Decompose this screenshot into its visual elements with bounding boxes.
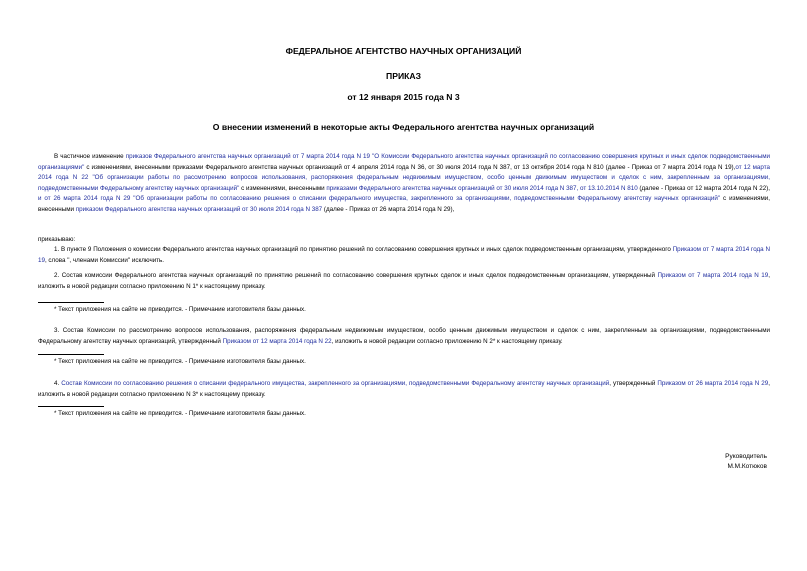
intro-text-2: с изменениями, внесенными приказами Федерального агентства научных организаций от 4 апреля 2014 года N 36, от 30 июля 2014 года N 387, от 13 октября 2014 года N 810	[84, 163, 604, 171]
order-word: приказываю:	[38, 236, 76, 243]
intro-text-3: (далее - Приказ от 7 марта 2014 года N 19),	[603, 163, 736, 171]
agency-heading: ФЕДЕРАЛЬНОЕ АГЕНТСТВО НАУЧНЫХ ОРГАНИЗАЦИЙ	[285, 46, 522, 56]
footnote-3: * Текст приложения на сайте не приводится. - Примечание изготовителя базы данных.	[54, 410, 306, 417]
document-title: О внесении изменений в некоторые акты Федерального агентства научных организаций	[212, 122, 595, 132]
link-order-22[interactable]: от 12 марта 2014 года N 22 "Об организации работы по рассмотрению вопросов использования, распоряжения федеральным недвижимым имуществом, особо ценным движимым имуществом и сделок с ним, закрепленным за организациями, подведомственными Федеральному агентству научных организаций"	[38, 163, 770, 192]
intro-text-7: (далее - Приказ от 26 марта 2014 года N 29),	[322, 205, 455, 213]
p4-link-commission[interactable]: Состав Комиссии по согласованию решения о списании федерального имущества, закрепленного за организациями, подведомственными Федеральному агентству научных организаций	[59, 380, 610, 387]
signature-role: Руководитель	[725, 453, 767, 460]
p4-link-order-29[interactable]: Приказом от 26 марта 2014 года N 29	[657, 380, 769, 387]
paragraph-2	[38, 271, 770, 292]
p2-text-2: , изложить в новой редакции согласно приложению N 1* к настоящему приказу.	[38, 272, 771, 290]
footnote-divider	[38, 354, 104, 355]
link-order-29[interactable]: и от 26 марта 2014 года N 29 "Об организации работы по согласованию решения о списании федерального имущества, закрепленного за организациями, подведомственными Федеральному агентству научных организаций"	[38, 195, 721, 202]
p3-text-2: , изложить в новой редакции согласно приложению N 2* к настоящему приказу.	[331, 337, 563, 345]
p2-link-order-19[interactable]: Приказом от 7 марта 2014 года N 19	[657, 272, 769, 279]
p3-link-order-22[interactable]: Приказом от 12 марта 2014 года N 22	[222, 337, 332, 345]
intro-paragraph	[38, 152, 770, 215]
p1-link-order-19[interactable]: Приказом от 7 марта 2014 года N 19	[38, 246, 770, 264]
link-order-19[interactable]: приказов Федерального агентства научных организаций от 7 марта 2014 года N 19 "О Комиссии Федерального агентства научных организаций по согласованию совершения крупных и иных сделок подведомственными организациями"	[38, 153, 770, 171]
p4-text-3: , изложить в новой редакции согласно приложению N 3* к настоящему приказу.	[38, 380, 771, 398]
signature-name: М.М.Котюков	[727, 463, 767, 470]
intro-text-5: (далее - Приказ от 12 марта 2014 года N 22),	[637, 184, 770, 192]
p4-text-2: , утвержденный	[609, 380, 658, 387]
intro-text-6: с изменениями, внесенными	[38, 195, 770, 213]
intro-text-4: с изменениями, внесенными	[239, 184, 327, 192]
paragraph-4	[38, 379, 770, 400]
paragraph-3	[38, 326, 770, 347]
p4-text-1: 4.	[54, 380, 60, 387]
order-heading: ПРИКАЗ	[386, 71, 421, 81]
order-date: от 12 января 2015 года N 3	[347, 92, 460, 102]
footnote-divider	[38, 302, 104, 303]
p3-text-1: 3. Состав Комиссии по рассмотрению вопросов использования, распоряжения федеральным недвижимым имуществом, особо ценным движимым имуществом и сделок с ним, закрепленным за организациями, подведомственными Федеральному агентству научных организаций, утвержденный	[38, 327, 770, 345]
p2-text-1: 2. Состав комиссии Федерального агентства научных организаций по принятию решений по согласованию совершения крупных сделок и иных сделок подведомственным организациям, утвержденный	[54, 272, 658, 279]
p1-text-2: , слова ", членами Комиссии" исключить.	[44, 256, 165, 264]
link-order-387[interactable]: приказом Федерального агентства научных организаций от 30 июля 2014 года N 387	[75, 205, 323, 213]
link-orders-387-810[interactable]: приказами Федерального агентства научных организаций от 30 июля 2014 года N 387, от 13.10.2014 N 810	[326, 184, 638, 192]
footnote-2: * Текст приложения на сайте не приводится. - Примечание изготовителя базы данных.	[54, 358, 306, 365]
footnote-1: * Текст приложения на сайте не приводится. - Примечание изготовителя базы данных.	[54, 306, 306, 313]
p1-text-1: 1. В пункте 9 Положения о комиссии Федерального агентства научных организаций по принятию решений по согласованию совершения крупных и иных сделок подведомственным организациям, утвержденного	[54, 246, 673, 253]
intro-text-1: В частичное изменение	[54, 153, 126, 160]
footnote-divider	[38, 406, 104, 407]
paragraph-1	[38, 245, 770, 266]
